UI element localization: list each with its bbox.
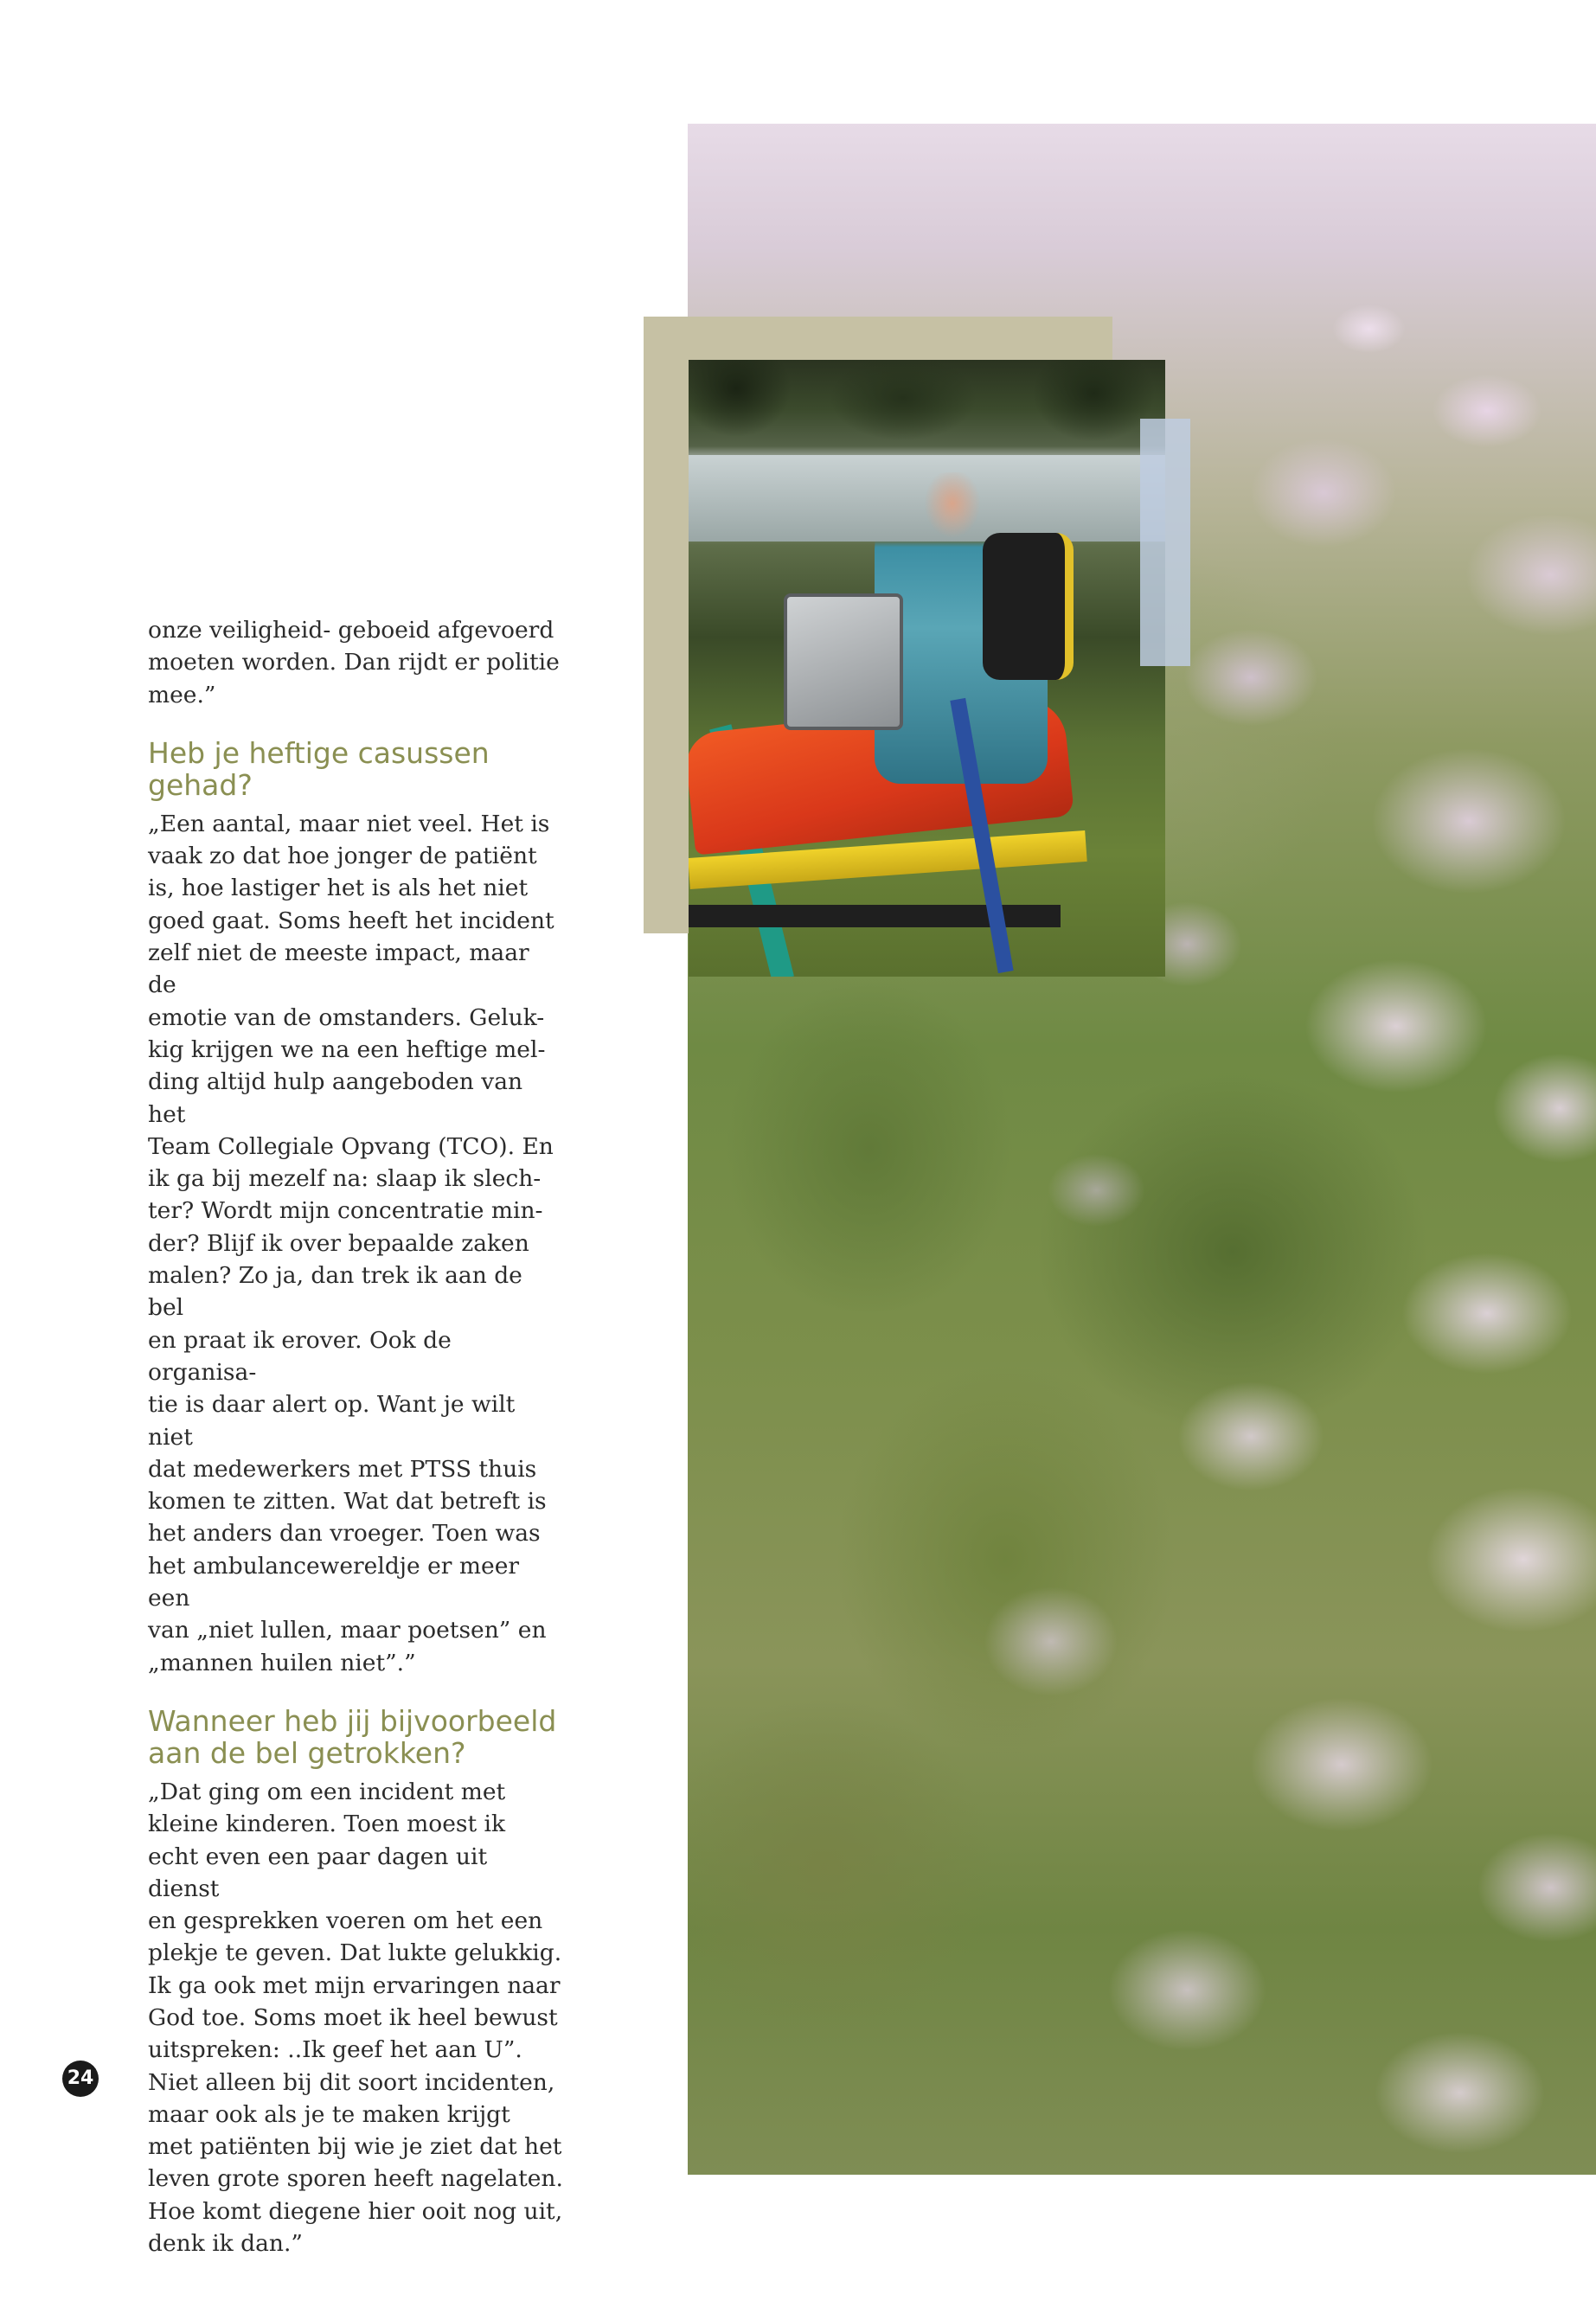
page-number-badge: 24 xyxy=(62,2061,99,2097)
question-heading-2: Wanneer heb jij bijvoorbeeld aan de bel getrokken? xyxy=(148,1703,557,1770)
question-heading-1: Heb je heftige casussen gehad? xyxy=(148,735,490,802)
photo-trees xyxy=(689,360,1165,455)
photo-monitor xyxy=(784,593,903,730)
article-column xyxy=(148,614,563,2259)
photo-backpack xyxy=(983,533,1074,680)
paramedic-photo xyxy=(689,360,1165,977)
intro-paragraph: onze veiligheid- geboeid afgevoerd moeten worden. Dan rijdt er politie mee.” xyxy=(148,617,560,708)
answer-paragraph-2: „Dat ging om een incident met kleine kinderen. Toen moest ik echt even een paar dagen uit dienst en gesprekken voeren om het een plekje te geven. Dat lukte gelukkig. Ik ga ook met mijn ervaringen naar God toe. Soms moet ik heel bewust uitspreken: ..Ik geef het aan U”. Niet alleen bij dit soort incidenten, maar ook als je te maken krijgt met patiënten bij wie je ziet dat het leven grote sporen heeft nagelaten. Hoe komt diegene hier ooit nog uit, denk ik dan.” xyxy=(148,1778,563,2258)
answer-paragraph-1: „Een aantal, maar niet veel. Het is vaak zo dat hoe jonger de patiënt is, hoe lastiger het is als het niet goed gaat. Soms heeft het incident zelf niet de meeste impact, maar de emotie van de omstanders. Geluk- kig krijgen we na een heftige mel- ding altijd hulp aangeboden van het Team Collegiale Opvang (TCO). En ik ga bij mezelf na: slaap ik slech- ter? Wordt mijn concentratie min- der? Blijf ik over bepaalde zaken malen? Zo ja, dan trek ik aan de bel en praat ik erover. Ook de organisa- tie is daar alert op. Want je wilt niet dat medewerkers met PTSS thuis komen te zitten. Wat dat betreft is het anders dan vroeger. Toen was het ambulancewereldje er meer een van „niet lullen, maar poetsen” en „mannen huilen niet”.” xyxy=(148,810,554,1676)
photo-tape xyxy=(1140,419,1190,666)
